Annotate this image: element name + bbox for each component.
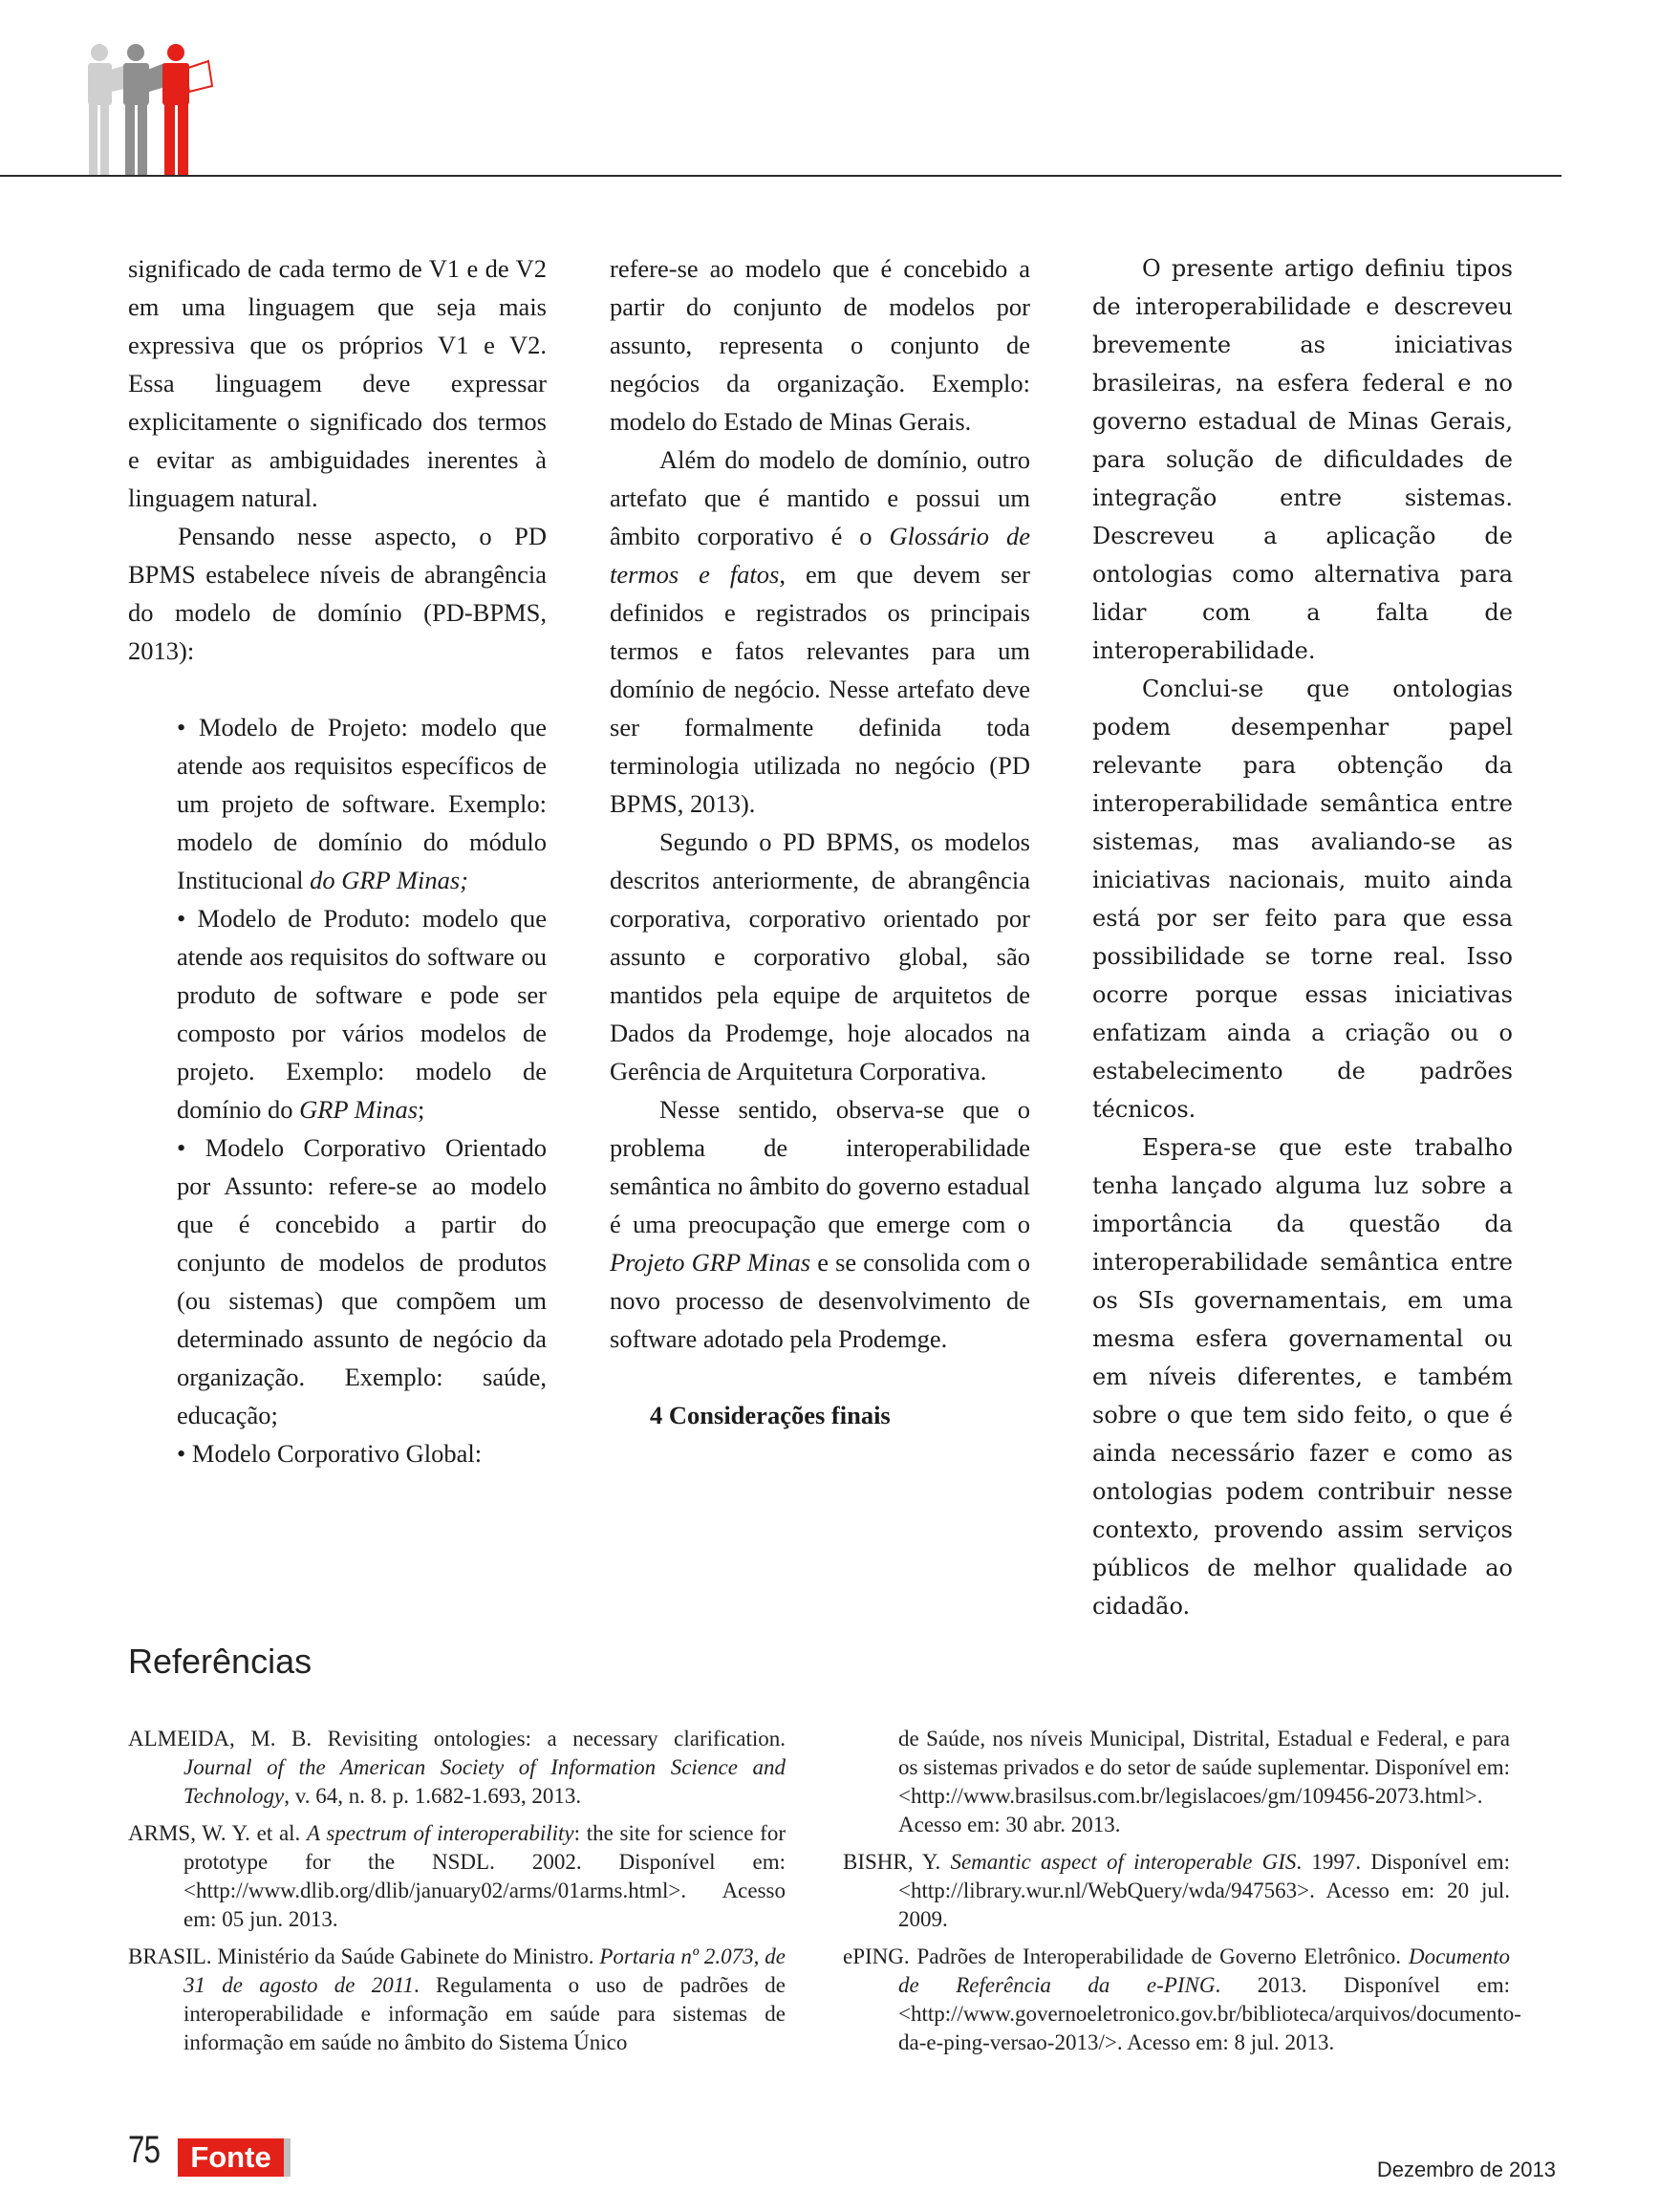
- text-column-3: [1092, 249, 1513, 1625]
- references-column-right: [843, 1725, 1521, 2066]
- text-column-2: [610, 249, 1030, 1434]
- reference-entry: BISHR, Y. Semantic aspect of interoperable GIS. 1997. Disponível em: <http://library.wur.nl/WebQuery/wda/947563>. Acesso em: 20 jul. 2009.: [843, 1850, 1510, 1931]
- reference-entry-continued: de Saúde, nos níveis Municipal, Distrital, Estadual e Federal, e para os sistemas privados e do setor de saúde suplementar. Disponível em: <http://www.brasilsus.com.br/legislacoes/gm/109456-2073.html>. Acesso em: 30 abr. 2013.: [898, 1727, 1510, 1836]
- paragraph: Conclui-se que ontologias podem desempenhar papel relevante para obtenção da interoperabilidade semântica entre sistemas, mas avaliando-se as iniciativas nacionais, muito ainda está por ser feito para que essa possibilidade se torne real. Isso ocorre porque essas iniciativas enfatizam ainda a criação ou o estabelecimento de padrões técnicos.: [1092, 676, 1513, 1123]
- bullet-item: • Modelo Corporativo Global:: [177, 1439, 483, 1468]
- paragraph: significado de cada termo de V1 e de V2 em uma linguagem que seja mais expressiva que os próprios V1 e V2. Essa linguagem deve expressar explicitamente o significado dos termos e evitar as ambiguidades inerentes à linguagem natural.: [128, 254, 547, 512]
- page-number: 75: [128, 2129, 161, 2171]
- paragraph: refere-se ao modelo que é concebido a partir do conjunto de modelos por assunto, representa o conjunto de negócios da organização. Exemplo: modelo do Estado de Minas Gerais.: [610, 254, 1030, 436]
- paragraph: Pensando nesse aspecto, o PD BPMS estabelece níveis de abrangência do modelo de domínio (PD-BPMS, 2013):: [128, 522, 547, 665]
- paragraph: Além do modelo de domínio, outro artefato que é mantido e possui um âmbito corporativo é o Glossário de termos e fatos, em que devem ser definidos e registrados os principais termos e fatos relevantes para um domínio de negócio. Nesse artefato deve ser formalmente definida toda terminologia utilizada no negócio (PD BPMS, 2013).: [610, 445, 1030, 818]
- references-title: Referências: [128, 1642, 312, 1681]
- bullet-item: • Modelo de Projeto: modelo que atende aos requisitos específicos de um projeto de software. Exemplo: modelo de domínio do módulo Institucional do GRP Minas;: [177, 713, 547, 894]
- magazine-brand-logo: Fonte: [178, 2138, 291, 2177]
- section-heading: 4 Considerações finais: [650, 1401, 891, 1429]
- reference-entry: ARMS, W. Y. et al. A spectrum of interoperability: the site for science for prototype for the NSDL. 2002. Disponível em: <http://www.dlib.org/dlib/january02/arms/01arms.html>. Acesso em: 05 jun. 2013.: [128, 1821, 786, 1931]
- references-column-left: [128, 1725, 786, 2066]
- issue-date: Dezembro de 2013: [1376, 2158, 1556, 2181]
- bullet-list: [128, 708, 547, 1472]
- header-rule: [0, 175, 1562, 177]
- paragraph: Segundo o PD BPMS, os modelos descritos anteriormente, de abrangência corporativa, corporativo orientado por assunto e corporativo global, são mantidos pela equipe de arquitetos de Dados da Prodemge, hoje alocados na Gerência de Arquitetura Corporativa.: [610, 827, 1030, 1085]
- text-column-1: [128, 249, 547, 1472]
- paragraph: Espera-se que este trabalho tenha lançado alguma luz sobre a importância da questão da interoperabilidade semântica entre os SIs governamentais, em uma mesma esfera governamental ou em níveis diferentes, e também sobre o que tem sido feito, o que é ainda necessário fazer e como as ontologias podem contribuir nesse contexto, provendo assim serviços públicos de melhor qualidade ao cidadão.: [1092, 1134, 1513, 1620]
- bullet-item: • Modelo Corporativo Orientado por Assunto: refere-se ao modelo que é concebido a partir do conjunto de modelos de produtos (ou sistemas) que compõem um determinado assunto de negócio da organização. Exemplo: saúde, educação;: [177, 1133, 547, 1429]
- reference-entry: ALMEIDA, M. B. Revisiting ontologies: a necessary clarification. Journal of the American Society of Information Science and Technology, v. 64, n. 8. p. 1.682-1.693, 2013.: [128, 1727, 786, 1808]
- paragraph: O presente artigo definiu tipos de interoperabilidade e descreveu brevemente as iniciativas brasileiras, na esfera federal e no governo estadual de Minas Gerais, para solução de dificuldades de integração entre sistemas. Descreveu a aplicação de ontologias como alternativa para lidar com a falta de interoperabilidade.: [1092, 255, 1513, 664]
- magazine-logo-people-icon: [76, 42, 220, 178]
- reference-entry: BRASIL. Ministério da Saúde Gabinete do Ministro. Portaria nº 2.073, de 31 de agosto de 2011. Regulamenta o uso de padrões de interoperabilidade e informação em saúde para sistemas de informação em saúde no âmbito do Sistema Único: [128, 1944, 786, 2054]
- paragraph: Nesse sentido, observa-se que o problema de interoperabilidade semântica no âmbito do governo estadual é uma preocupação que emerge com o Projeto GRP Minas e se consolida com o novo processo de desenvolvimento de software adotado pela Prodemge.: [610, 1095, 1031, 1353]
- bullet-item: • Modelo de Produto: modelo que atende aos requisitos do software ou produto de software e pode ser composto por vários modelos de projeto. Exemplo: modelo de domínio do GRP Minas;: [177, 904, 547, 1124]
- reference-entry: ePING. Padrões de Interoperabilidade de Governo Eletrônico. Documento de Referência da e-PING. 2013. Disponível em: <http://www.governoeletronico.gov.br/biblioteca/arquivos/documento-da-e-ping-versao-2013/>. Acesso em: 8 jul. 2013.: [843, 1944, 1521, 2054]
